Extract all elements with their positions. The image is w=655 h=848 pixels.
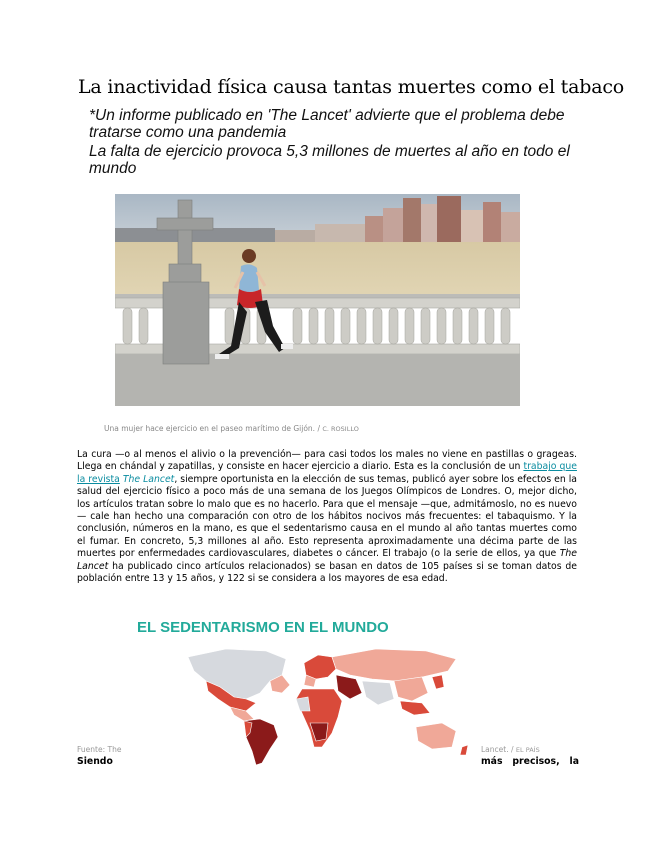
map-source-text: Lancet. / [481,745,514,754]
continuation-left: Siendo [77,756,113,767]
publication-name: The Lancet [122,473,175,485]
photo-caption-text: Una mujer hace ejercicio en el paseo marítimo de Gijón. / [104,424,320,433]
map-source-left: Fuente: The [77,745,122,754]
continuation-right: más precisos, la [481,756,579,767]
stone-cross [157,200,213,364]
article-subtitle-2: La falta de ejercicio provoca 5,3 millones de muertes al año en todo el mundo [89,143,570,177]
world-map [186,641,475,768]
body-text-3: ha publicado cinco artículos relacionados) se basan en datos de 105 países si se toman datos de población entre 13 y 15 años, y 122 si se considera a los mayores de esa edad. [77,560,577,585]
map-source-credit: EL PAÍS [515,746,540,754]
body-text-1: La cura —o al menos el alivio o la prevención— para casi todos los males no viene en pastillas o grageas. Llega en chándal y zapatillas, y consiste en hacer ejercicio a diario. Esta es la conclusión de un [77,449,577,473]
body-text-2: , siempre oportunista en la elección de sus temas, publicó ayer sobre los efectos en la salud del ejercicio físico a poco más de una semana de los Juegos Olímpicos de Londres. O, mejor dicho, los artículos tratan sobre lo malo que es no hacerlo. Para que el mensaje —que, admitámoslo, no es nuevo— cale han hecho una comparación con otro de los hábitos nocivos más frecuentes: el tabaquismo. Y la conclusión, números en la mano, es que el sedentarismo causa en el mundo al año tantas muertes como el fumar. En concreto, 5,3 millones al año. Esto representa aproximadamente una décima parte de las muertes por enfermedades cardiovasculares, diabetes o cáncer. El trabajo (o la serie de ellos, ya que [77,473,578,560]
map-title: EL SEDENTARISMO EN EL MUNDO [137,619,389,636]
map-source-right [481,745,540,754]
article-body [77,449,577,585]
article-subtitle-1: *Un informe publicado en 'The Lancet' advierte que el problema debe tratarse como una pandemia [89,107,565,141]
article-photo [115,194,520,406]
photo-credit: C. ROSILLO [322,425,359,433]
article-link[interactable]: trabajo que la revista [77,461,577,485]
article-title: La inactividad física causa tantas muertes como el tabaco [78,76,625,98]
publication-name-2: The Lancet [77,548,577,572]
photo-caption [104,424,359,433]
